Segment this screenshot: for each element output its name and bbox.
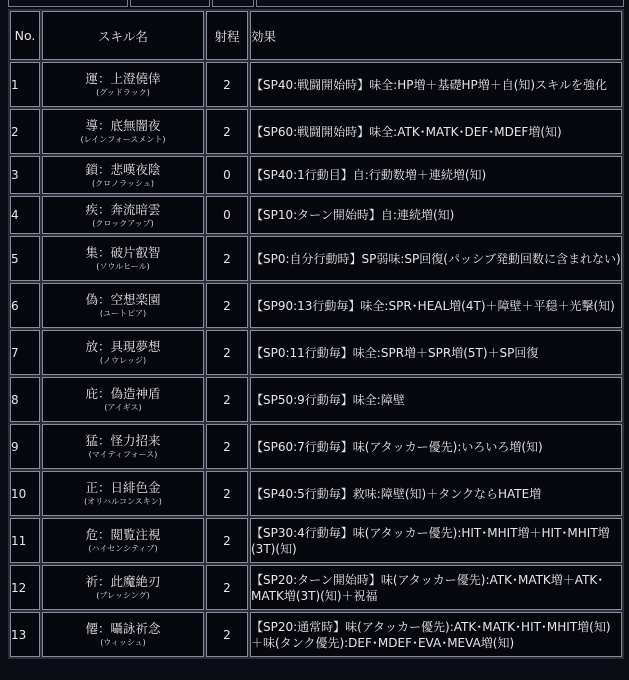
skill-effect: 【SP60:戦闘開始時】味全:ATK･MATK･DEF･MDEF増(知) [250, 109, 622, 154]
skill-effect: 【SP40:1行動目】自:行動数増＋連続増(知) [250, 156, 622, 194]
skill-name-cell [42, 283, 204, 328]
header-no: No. [10, 11, 40, 60]
skill-name-cell [42, 109, 204, 154]
skill-effect: 【SP50:9行動毎】味全:障壁 [250, 377, 622, 422]
top-edge-cell [256, 0, 624, 7]
skill-name: 放：具現夢想 [85, 339, 161, 354]
skill-reading: (オリハルコンスキン) [84, 497, 162, 506]
skill-name: 危：閲覧注視 [85, 527, 161, 542]
skill-name: 運：上澄僥倖 [85, 71, 161, 86]
header-effect: 効果 [250, 11, 622, 60]
skill-effect: 【SP90:13行動毎】味全:SPR･HEAL増(4T)＋障壁＋平穏＋光撃(知) [250, 283, 622, 328]
top-edge-strip [0, 0, 629, 8]
row-number: 12 [10, 565, 40, 610]
skill-name: 僊：囁詠祈念 [85, 621, 161, 636]
skill-range: 2 [206, 518, 248, 563]
skill-range: 2 [206, 424, 248, 469]
skill-reading: (ユートピア) [99, 309, 147, 318]
skill-range: 2 [206, 109, 248, 154]
skill-reading: (マイティフォース) [88, 450, 158, 459]
skill-name: 猛：怪力招来 [85, 433, 161, 448]
skill-name: 導：底無闇夜 [85, 118, 161, 133]
top-edge-cell [130, 0, 210, 7]
table-row [10, 377, 622, 422]
top-edge-cell [212, 0, 254, 7]
row-number: 4 [10, 196, 40, 234]
skill-name-cell [42, 236, 204, 281]
row-number: 8 [10, 377, 40, 422]
row-number: 13 [10, 612, 40, 657]
skill-name: 偽：空想楽園 [85, 292, 161, 307]
skill-reading: (クロノラッシュ) [92, 178, 154, 188]
table-row [10, 424, 622, 469]
skill-reading: (グッドラック) [96, 88, 150, 97]
skill-effect: 【SP20:通常時】味(アタッカー優先):ATK･MATK･HIT･MHIT増(知)＋味(タンク優先):DEF･MDEF･EVA･MEVA増(知) [250, 612, 622, 657]
row-number: 11 [10, 518, 40, 563]
row-number: 7 [10, 330, 40, 375]
skill-table-body [10, 62, 622, 657]
skill-effect: 【SP30:4行動毎】味(アタッカー優先):HIT･MHIT増＋HIT･MHIT増(3T)(知) [250, 518, 622, 563]
skill-effect: 【SP40:戦闘開始時】味全:HP増＋基礎HP増＋自(知)スキルを強化 [250, 62, 622, 107]
skill-name: 疾：奔流暗雲 [85, 201, 161, 217]
table-row [10, 236, 622, 281]
table-row [10, 283, 622, 328]
table-row [10, 156, 622, 194]
skill-name-cell [42, 471, 204, 516]
table-row [10, 196, 622, 234]
table-row [10, 612, 622, 657]
skill-range: 2 [206, 283, 248, 328]
header-range: 射程 [206, 11, 248, 60]
skill-name-cell [42, 565, 204, 610]
skill-effect: 【SP60:7行動毎】味(アタッカー優先):いろいろ増(知) [250, 424, 622, 469]
skill-reading: (クロックアップ) [92, 218, 154, 228]
skill-effect: 【SP10:ターン開始時】自:連続増(知) [250, 196, 622, 234]
row-number: 2 [10, 109, 40, 154]
skill-effect: 【SP0:11行動毎】味全:SPR増＋SPR増(5T)＋SP回復 [250, 330, 622, 375]
row-number: 9 [10, 424, 40, 469]
skill-reading: (ブレッシング) [96, 591, 150, 600]
skill-range: 0 [206, 156, 248, 194]
skill-name-cell [42, 62, 204, 107]
skill-range: 2 [206, 330, 248, 375]
skill-name: 祈：此魔絶刃 [85, 574, 161, 589]
table-row [10, 471, 622, 516]
skill-name: 正：日緋色金 [85, 480, 161, 495]
table-row [10, 518, 622, 563]
skill-reading: (ノウレッジ) [99, 356, 147, 365]
skill-range: 2 [206, 377, 248, 422]
table-row [10, 565, 622, 610]
skill-name-cell [42, 156, 204, 194]
skill-name: 鎖：悲嘆夜陰 [85, 161, 161, 177]
table-row [10, 330, 622, 375]
skill-reading: (アイギス) [104, 403, 142, 412]
skill-range: 2 [206, 471, 248, 516]
skill-range: 2 [206, 565, 248, 610]
skill-reading: (ソウルヒール) [96, 262, 150, 271]
skill-table-container [8, 9, 624, 659]
row-number: 3 [10, 156, 40, 194]
skill-range: 2 [206, 612, 248, 657]
row-number: 1 [10, 62, 40, 107]
top-edge-cell [8, 0, 128, 7]
table-row [10, 62, 622, 107]
skill-name-cell [42, 196, 204, 234]
skill-name-cell [42, 330, 204, 375]
skill-effect: 【SP20:ターン開始時】味(アタッカー優先):ATK･MATK増＋ATK･MATK増(3T)(知)＋祝福 [250, 565, 622, 610]
skill-effect: 【SP0:自分行動時】SP弱味:SP回復(パッシブ発動回数に含まれない) [250, 236, 622, 281]
skill-reading: (レインフォースメント) [80, 135, 166, 144]
table-row [10, 109, 622, 154]
skill-name-cell [42, 424, 204, 469]
skill-name-cell [42, 612, 204, 657]
skill-table [8, 9, 624, 659]
skill-range: 0 [206, 196, 248, 234]
skill-range: 2 [206, 62, 248, 107]
skill-name-cell [42, 377, 204, 422]
skill-name: 集：破片叡智 [85, 245, 161, 260]
header-skill-name: スキル名 [42, 11, 204, 60]
table-header-row [10, 11, 622, 60]
skill-name: 庇：偽造神盾 [85, 386, 161, 401]
skill-effect: 【SP40:5行動毎】救味:障壁(知)＋タンクならHATE増 [250, 471, 622, 516]
row-number: 5 [10, 236, 40, 281]
row-number: 6 [10, 283, 40, 328]
skill-reading: (ウィッシュ) [100, 638, 146, 647]
row-number: 10 [10, 471, 40, 516]
skill-name-cell [42, 518, 204, 563]
skill-reading: (ハイセンシティブ) [88, 544, 158, 553]
skill-range: 2 [206, 236, 248, 281]
